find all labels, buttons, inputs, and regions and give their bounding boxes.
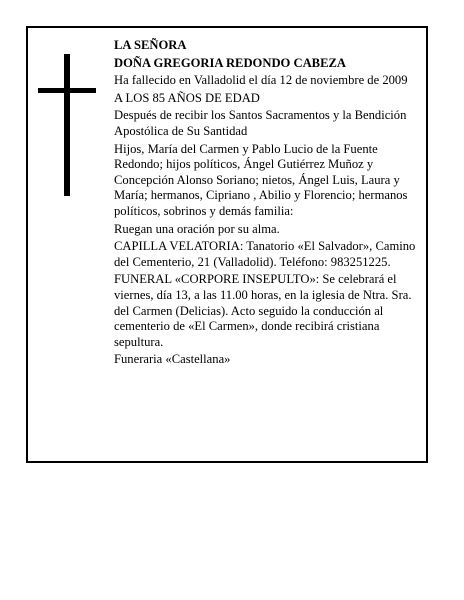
family-list: Hijos, María del Carmen y Pablo Lucio de la Fuente Redondo; hijos políticos, Ángel Gutiérrez Muñoz y Concepción Alonso Soriano; nietos, Ángel Luis, Laura y María; hermanos, Cipriano , Abilio y Florencio; hermanos políticos, sobrinos y demás familia: — [114, 141, 408, 218]
chapel-info: CAPILLA VELATORIA: Tanatorio «El Salvador», Camino del Cementerio, 21 (Valladolid). Teléfono: 983251225. — [114, 239, 416, 269]
death-statement: Ha fallecido en Valladolid el día 12 de noviembre de 2009 — [114, 73, 408, 88]
funeral-info: FUNERAL «CORPORE INSEPULTO»: Se celebrará el viernes, día 13, a las 11.00 horas, en la iglesia de Ntra. Sra. del Carmen (Delicias). Acto seguido la conducción al cementerio de «El Carmen», donde recibirá cristiana sepultura. — [114, 272, 412, 349]
sacraments-statement: Después de recibir los Santos Sacramentos y la Bendición Apostólica de Su Santidad — [114, 108, 407, 138]
notice-title: LA SEÑORA — [114, 38, 187, 52]
deceased-name: DOÑA GREGORIA REDONDO CABEZA — [114, 55, 346, 70]
prayer-request: Ruegan una oración por su alma. — [114, 221, 280, 236]
age-statement: A LOS 85 AÑOS DE EDAD — [114, 90, 260, 105]
funeral-home: Funeraria «Castellana» — [114, 352, 231, 367]
cross-icon — [38, 54, 96, 196]
cross-horizontal-bar — [38, 88, 96, 93]
obituary-text — [114, 38, 424, 370]
cross-vertical-bar — [64, 54, 70, 196]
